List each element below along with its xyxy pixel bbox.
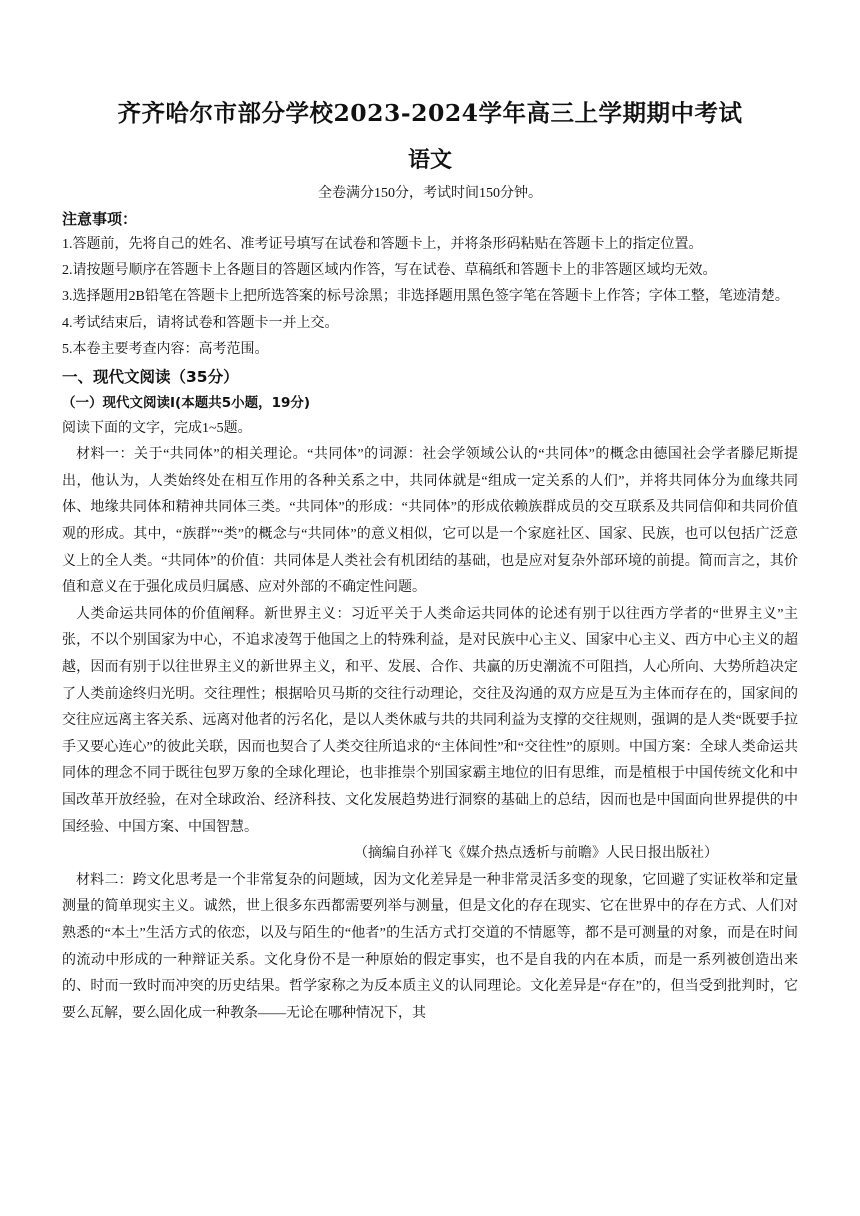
exam-info: 全卷满分150分，考试时间150分钟。	[318, 186, 542, 201]
exam-title: 齐齐哈尔市部分学校2023-2024学年高三上学期期中考试	[117, 99, 743, 127]
exam-page	[62, 96, 798, 1027]
material-two-paragraph: 材料二：跨文化思考是一个非常复杂的问题域，因为文化差异是一种非常灵活多变的现象，它回避了实证枚举和定量测量的简单现实主义。诚然，世上很多东西都需要列举与测量，但是文化的存在现实、它在世界中的存在方式、人们对熟悉的“本土”生活方式的依恋，以及与陌生的“他者”的生活方式打交道的不情愿等，都不是可测量的对象，而是在时间的流动中形成的一种辩证关系。文化身份不是一种原始的假定事实，也不是自我的内在本质，而是一系列被创造出来的、时而一致时而冲突的历史结果。哲学家称之为反本质主义的认同理论。文化差异是“存在”的，但当受到批判时，它要么瓦解，要么固化成一种教条——无论在哪种情况下，其	[62, 872, 798, 1021]
reading-instruction: 阅读下面的文字，完成1~5题。	[62, 421, 252, 437]
notice-heading: 注意事项：	[62, 210, 138, 228]
source-citation: （摘编自孙祥飞《媒介热点透析与前瞻》人民日报出版社）	[354, 846, 718, 862]
subject-title: 语文	[407, 147, 452, 173]
notice-item: 4.考试结束后，请将试卷和答题卡一并上交。	[62, 315, 339, 331]
material-one-paragraph: 人类命运共同体的价值阐释。新世界主义：习近平关于人类命运共同体的论述有别于以往西方学者的“世界主义”主张，不以个别国家为中心，不追求凌驾于他国之上的特殊利益，是对民族中心主义、国家中心主义、西方中心主义的超越，因而有别于以往世界主义的新世界主义，和平、发展、合作、共赢的历史潮流不可阻挡，人心所向、大势所趋决定了人类前途终归光明。交往理性；根据哈贝马斯的交往行动理论，交往及沟通的双方应是互为主体而存在的，国家间的交往应远离主客关系、远离对他者的污名化，是以人类休戚与共的共同利益为支撑的交往规则，强调的是人类“既要手拉手又要心连心”的彼此关联，因而也契合了人类交往所追求的“主体间性”和“交往性”的原则。中国方案：全球人类命运共同体的理念不同于既往包罗万象的全球化理论，也非推崇个别国家霸主地位的旧有思维，而是植根于中国传统文化和中国改革开放经验，在对全球政治、经济科技、文化发展趋势进行洞察的基础上的总结，因而也是中国面向世界提供的中国经验、中国方案、中国智慧。	[62, 606, 798, 835]
notice-item: 1.答题前，先将自己的姓名、准考证号填写在试卷和答题卡上，并将条形码粘贴在答题卡上的指定位置。	[62, 237, 703, 252]
notice-item: 2.请按题号顺序在答题卡上各题目的答题区域内作答，写在试卷、草稿纸和答题卡上的非答题区域均无效。	[62, 263, 717, 279]
notice-item: 5.本卷主要考查内容：高考范围。	[62, 341, 269, 357]
notice-item: 3.选择题用2B铅笔在答题卡上把所选答案的标号涂黑；非选择题用黑色签字笔在答题卡上作答；字体工整，笔迹清楚。	[62, 289, 789, 305]
section-title: 一、现代文阅读（35分）	[62, 368, 239, 387]
subsection-title: （一）现代文阅读Ⅰ(本题共5小题，19分)	[62, 395, 311, 412]
notice-list	[62, 232, 798, 363]
material-one-paragraph: 材料一：关于“共同体”的相关理论。“共同体”的词源：社会学领域公认的“共同体”的概念由德国社会学者滕尼斯提出，他认为，人类始终处在相互作用的各种关系之中，共同体就是“组成一定关系的人们”，并将共同体分为血缘共同体、地缘共同体和精神共同体三类。“共同体”的形成：“共同体”的形成依赖族群成员的交互联系及共同信仰和共同价值观的形成。其中，“族群”“类”的概念与“共同体”的意义相似，它可以是一个家庭社区、国家、民族，也可以包括广泛意义上的全人类。“共同体”的价值：共同体是人类社会有机团结的基础，也是应对复杂外部环境的前提。简而言之，其价值和意义在于强化成员归属感、应对外部的不确定性问题。	[62, 447, 798, 596]
